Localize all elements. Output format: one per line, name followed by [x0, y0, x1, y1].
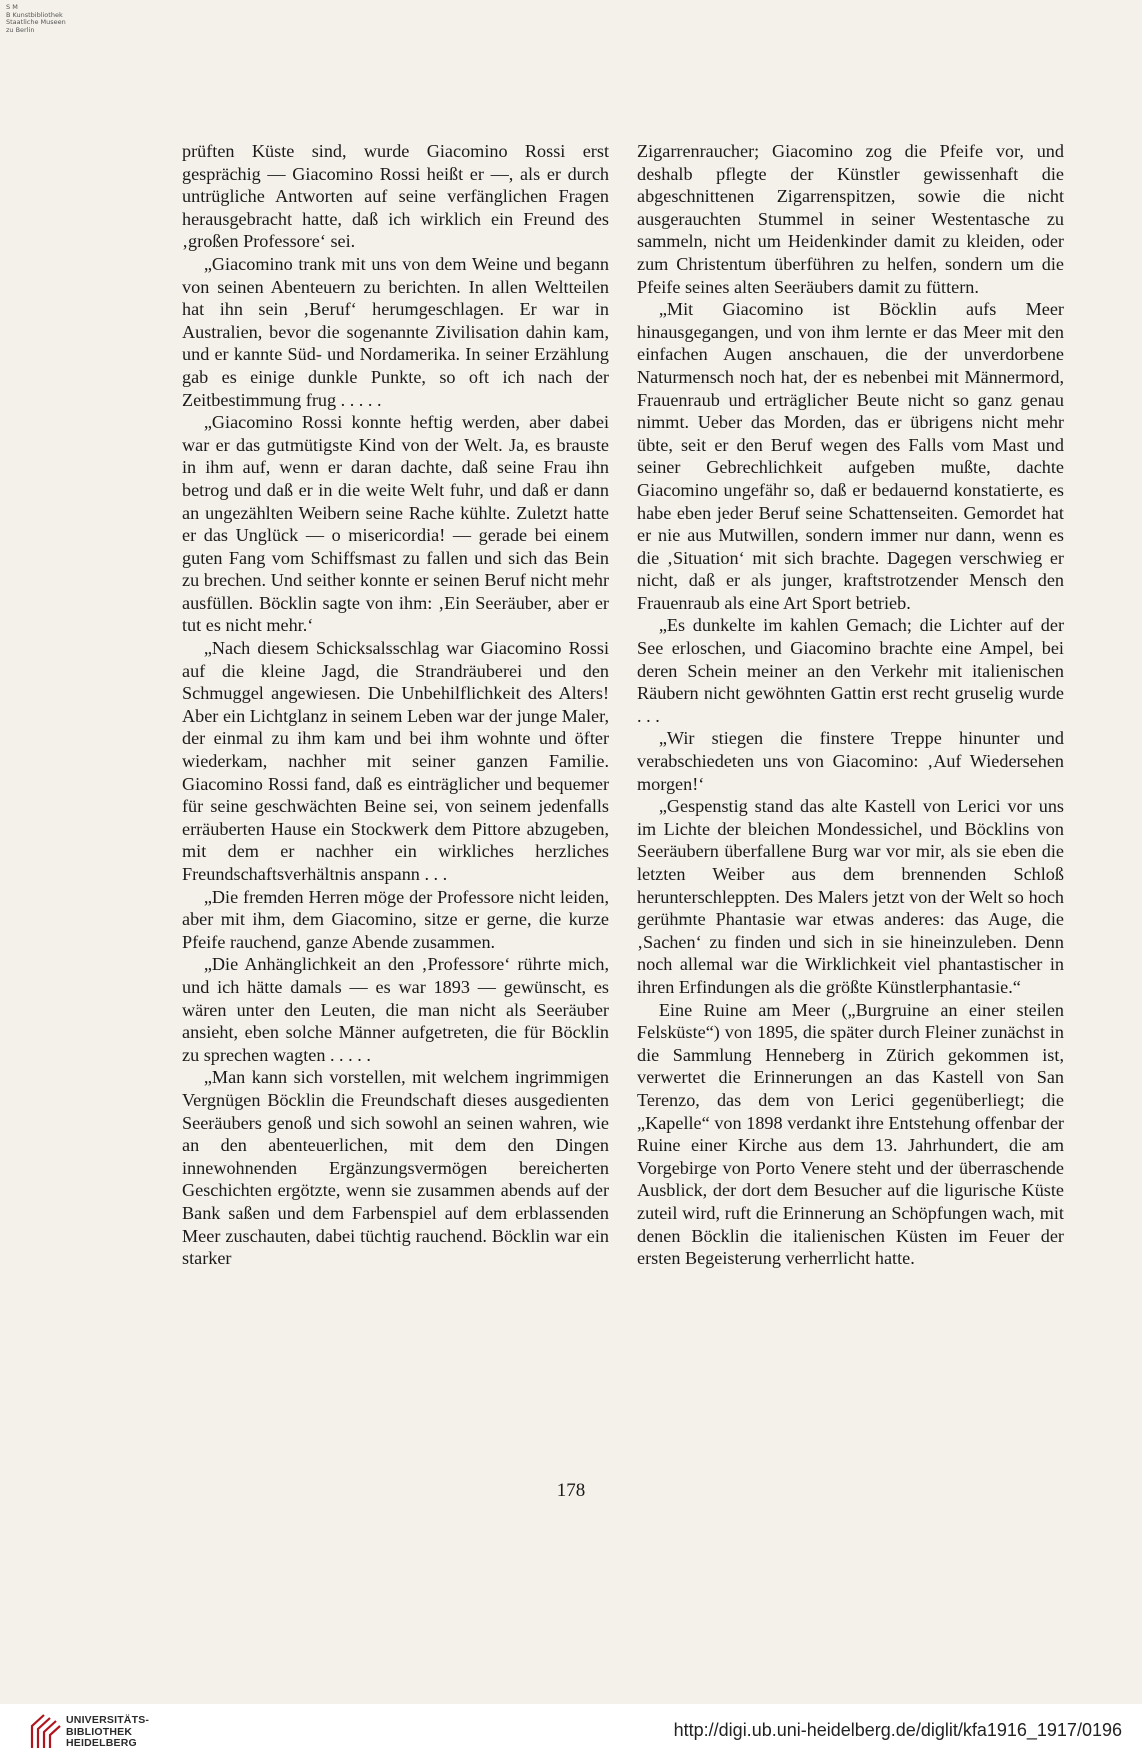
footer-bar: [0, 1704, 1142, 1758]
stamp-line: B Kunstbibliothek: [6, 10, 63, 19]
paragraph: „Mit Giacomino ist Böcklin aufs Meer hinausgegangen, und von ihm lernte er das Meer mit den einfachen Augen anschauen, die der unverdorbene Naturmensch noch hat, der es nebenbei mit Männermord, Frauenraub und erträglicher Beute nicht so ganz genau nimmt. Ueber das Morden, das er übrigens nicht mehr übte, seit er den Beruf wegen des Falls vom Mast und seiner Gebrechlichkeit aufgeben mußte, dachte Giacomino ungefähr so, daß er bedauernd konstatierte, es habe eben jeder Beruf seine Schattenseiten. Gemordet hat er nie aus Mutwillen, sondern immer nur dann, wenn es die ‚Situation‘ mit sich brachte. Dagegen verschwieg er nicht, daß er als junger, kraftstrotzender Mensch den Frauenraub als eine Art Sport betrieb.: [637, 299, 1064, 613]
university-library-logo-icon: [28, 1712, 62, 1750]
right-column: [637, 140, 1064, 1270]
paragraph: „Man kann sich vorstellen, mit welchem ingrimmigen Vergnügen Böcklin die Freundschaft dieses ausgedienten Seeräubers genoß und sich sowohl an seinen wahren, wie an den abenteuerlichen, mit dem den Dingen innewohnenden Ergänzungsvermögen bereicherten Geschichten ergötzte, wenn sie zusammen abends auf der Bank saßen und dem Farbenspiel auf dem erblassenden Meer zuschauten, dabei tüchtig rauchend. Böcklin war ein starker: [182, 1067, 609, 1269]
permalink-url[interactable]: http://digi.ub.uni-heidelberg.de/diglit/kfa1916_1917/0196: [673, 1720, 1122, 1740]
paragraph: „Giacomino Rossi konnte heftig werden, aber dabei war er das gutmütigste Kind von der Welt. Ja, es brauste in ihm auf, wenn er daran dachte, daß seine Frau ihn betrog und daß er in die weite Welt fuhr, und daß er dann an ungezählten Weibern seine Rache kühlte. Zuletzt hatte er das Unglück — o misericordia! — gerade bei einem guten Fang vom Schiffsmast zu fallen und sich das Bein zu brechen. Und seither konnte er seinen Beruf nicht mehr ausfüllen. Böcklin sagte von ihm: ‚Ein Seeräuber, aber er tut es nicht mehr.‘: [182, 412, 609, 636]
stamp-line: Staatliche Museen: [6, 18, 66, 26]
page-number: 178: [556, 1480, 586, 1501]
paragraph: Zigarrenraucher; Giacomino zog die Pfeife vor, und deshalb pflegte der Künstler gewissenhaft die abgeschnittenen Zigarrenspitzen, sowie die nicht ausgerauchten Stummel in seiner Westentasche zu sammeln, nicht um Heidenkinder damit zu kleiden, oder zum Christentum überführen zu helfen, sondern um die Pfeife seines alten Seeräubers damit zu füttern.: [637, 141, 1064, 297]
university-library-logo-text: [66, 1715, 149, 1750]
stamp-line: S M: [6, 3, 18, 11]
left-column: [182, 140, 609, 1270]
paragraph: „Gespenstig stand das alte Kastell von Lerici vor uns im Lichte der bleichen Mondessichel, und Böcklins von Seeräubern überfallene Burg war vor mir, als sie eben die letzten Weiber aus dem brennenden Schloß herunterschleppten. Des Malers jetzt von der Welt so hoch gerühmte Phantasie war etwas anderes: das Auge, die ‚Sachen‘ zu finden und sich in sie hineinzuleben. Denn noch allemal war die Wirklichkeit viel phantastischer in ihren Erfindungen als die größte Künstlerphantasie.“: [637, 796, 1064, 997]
stamp-line: zu Berlin: [6, 25, 35, 34]
paragraph: „Es dunkelte im kahlen Gemach; die Lichter auf der See erloschen, und Giacomino brachte eine Ampel, bei deren Schein meiner an den Verkehr mit italienischen Räubern nicht gewöhnten Gattin erst recht gruselig wurde . . .: [637, 615, 1064, 726]
paragraph: „Die Anhänglichkeit an den ‚Professore‘ rührte mich, und ich hätte damals — es war 1893 — gewünscht, es wären unter den Leuten, die man nicht als Seeräuber ansieht, eben solche Männer aufgetreten, die für Böcklin zu sprechen wagten . . . . .: [182, 954, 609, 1065]
paragraph: „Nach diesem Schicksalsschlag war Giacomino Rossi auf die kleine Jagd, die Strandräuberei und den Schmuggel angewiesen. Die Unbehilflichkeit des Alters! Aber ein Lichtglanz in seinem Leben war der junge Maler, der einmal zu ihm kam und bei ihm wohnte und öfter wiederkam, nachher mit seiner ganzen Familie. Giacomino Rossi fand, daß es einträglicher und bequemer für seine geschwächten Beine sei, von seinem jedenfalls erräuberten Hause ein Stockwerk dem Pittore abzugeben, mit dem er nachher ein wirkliches herzliches Freundschaftsverhältnis anspann . . .: [182, 638, 609, 884]
paragraph: Eine Ruine am Meer („Burgruine an einer steilen Felsküste“) von 1895, die später durch Fleiner zunächst in die Sammlung Henneberg in Zürich gekommen ist, verwertet die Erinnerungen an das Kastell von San Terenzo, das dem von Lerici gegenüberliegt; die „Kapelle“ von 1898 verdankt ihre Entstehung offenbar der Ruine einer Kirche aus dem 13. Jahrhundert, die am Vorgebirge von Porto Venere steht und der überraschende Ausblick, der dort dem Besucher auf die ligurische Küste zuteil wird, ruft die Erinnerung an Schöpfungen wach, mit denen Böcklin die italienischen Küsten im Feuer der ersten Begeisterung verherrlicht hatte.: [637, 999, 1064, 1269]
text-columns: [182, 140, 1072, 1454]
logo-line: UNIVERSITÄTS-: [66, 1714, 150, 1726]
paragraph: „Die fremden Herren möge der Professore nicht leiden, aber mit ihm, dem Giacomino, sitze er gerne, die kurze Pfeife rauchend, ganze Abende zusammen.: [182, 886, 609, 952]
paragraph: prüften Küste sind, wurde Giacomino Rossi erst gesprächig — Giacomino Rossi heißt er —, als er durch untrügliche Antworten auf seine verfänglichen Fragen herausgebracht hatte, daß ich wirklich ein Freund des ‚großen Professore‘ sei.: [182, 141, 609, 252]
paragraph: „Giacomino trank mit uns von dem Weine und begann von seinen Abenteuern zu berichten. In allen Weltteilen hat ihn sein ‚Beruf‘ herumgeschlagen. Er war in Australien, bevor die sogenannte Zivilisation dahin kam, und er kannte Süd- und Nordamerika. In seiner Erzählung gab es einige dunkle Punkte, so oft ich nach der Zeitbestimmung frug . . . . .: [182, 253, 609, 410]
logo-line: BIBLIOTHEK: [66, 1725, 133, 1738]
library-stamp: [6, 4, 66, 34]
logo-line: HEIDELBERG: [66, 1737, 137, 1749]
paragraph: „Wir stiegen die finstere Treppe hinunter und verabschiedeten uns von Giacomino: ‚Auf Wiedersehen morgen!‘: [637, 728, 1064, 794]
